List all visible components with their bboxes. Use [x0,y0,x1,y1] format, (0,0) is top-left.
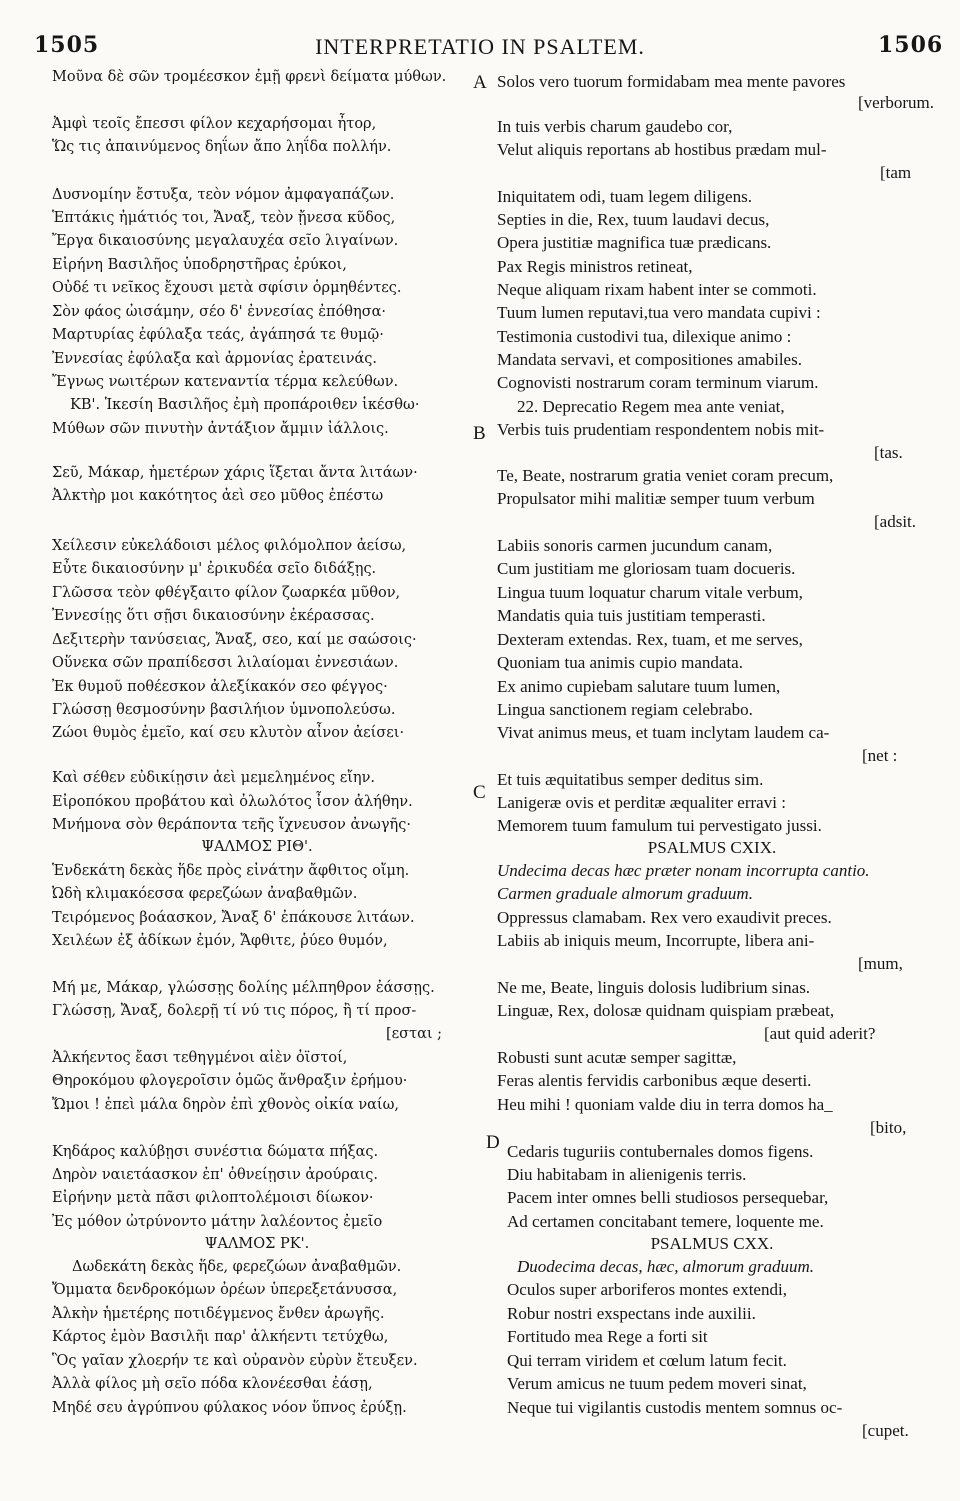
latin-verse-line: Pax Regis ministros retineat, [497,257,693,276]
greek-verse-line: Ἀλλὰ φίλος μὴ σεῖο πόδα κλονέεσθαι ἐάσῃ, [52,1376,373,1392]
greek-verse-line: Ἔγνως νωιτέρων κατεναντία τέρμα κελεύθων. [52,374,399,390]
greek-verse-line: Γλῶσσα τεὸν φθέγξαιτο φίλον ζωαρκέα μῦθον, [52,585,401,601]
latin-verse-line: Lingua tuum loquatur charum vitale verbum, [497,583,803,602]
greek-verse-line: Δωδεκάτη δεκὰς ἥδε, φερεζώων ἀναβαθμῶν. [72,1259,402,1275]
latin-verse-line: Te, Beate, nostrarum gratia veniet coram precum, [497,466,834,485]
latin-verse-line: In tuis verbis charum gaudebo cor, [497,117,733,136]
greek-verse-line: Σεῦ, Μάκαρ, ἡμετέρων χάρις ἵξεται ἄντα λιτάων· [52,465,418,481]
latin-verse-line: Feras alentis fervidis carbonibus æque deserti. [497,1071,812,1090]
greek-verse-line: Ἐννεσίῃς ὅτι σῇσι δικαιοσύνην ἐκέρασσας. [52,608,375,624]
latin-verse-line: Memorem tuum famulum tui pervestigato jussi. [497,816,822,835]
latin-verse-line: Et tuis æquitatibus semper deditus sim. [497,770,764,789]
latin-verse-line: Qui terram viridem et cœlum latum fecit. [507,1351,787,1370]
greek-verse-line: Δυσνομίην ἔστυξα, τεὸν νόμον ἀμφαγαπάζων. [52,187,395,203]
greek-verse-line: Μύθων σῶν πινυτὴν ἀντάξιον ἄμμιν ἰάλλοις. [52,421,389,437]
latin-verse-line: Cum justitiam me gloriosam tuam docueris. [497,559,796,578]
greek-verse-line: [εσται ; [386,1026,443,1042]
greek-verse-line: Εὖτε δικαιοσύνην μ' ἐρικυδέα σεῖο διδάξῃς. [52,561,377,577]
latin-verse-line: Cedaris tuguriis contubernales domos figens. [507,1142,814,1161]
greek-verse-line: Ὤμοι ! ἐπεὶ μάλα δηρὸν ἐπὶ χθονὸς οἰκία ναίω, [52,1097,400,1113]
latin-verse-line: Duodecima decas, hæc, almorum graduum. [517,1257,814,1276]
latin-verse-line: Pacem inter omnes belli studiosos persequebar, [507,1188,829,1207]
latin-verse-line: Velut aliquis reportans ab hostibus prædam mul- [497,140,827,159]
section-marker-d: D [486,1132,500,1153]
greek-verse-line: Ἀλκὴν ἡμετέρης ποτιδέγμενος ἔνθεν ἀρωγῆς. [52,1306,385,1322]
greek-psalm-heading: ΨΑΛΜΟΣ ΡΙΘ'. [201,839,313,855]
latin-verse-line: Ex animo cupiebam salutare tuum lumen, [497,677,781,696]
latin-verse-line: Robusti sunt acutæ semper sagittæ, [497,1048,737,1067]
latin-verse-line: [aut quid aderit? [764,1024,876,1043]
latin-verse-line: [adsit. [874,512,917,531]
greek-verse-line: Οὐδέ τι νεῖκος ἔχουσι μετὰ σφίσιν ὁρμηθέντες. [52,280,402,296]
greek-verse-line: Μηδέ σευ ἀγρύπνου φύλακος νόον ὕπνος ἐρύξῃ. [52,1400,407,1416]
latin-verse-line: Heu mihi ! quoniam valde diu in terra domos ha_ [497,1095,833,1114]
greek-verse-line: Μή με, Μάκαρ, γλώσσῃς δολίης μέλπηθρον ἐάσσῃς. [52,980,435,996]
latin-verse-line: Quoniam tua animis cupio mandata. [497,653,743,672]
page-number-left: 1505 [34,32,100,58]
greek-verse-line: ΚΒ'. Ἱκεσίη Βασιλῆος ἐμὴ προπάροιθεν ἱκέσθω· [70,397,420,413]
latin-verse-line: Undecima decas hæc præter nonam incorrupta cantio. [497,861,870,880]
greek-verse-line: Μαρτυρίας ἐφύλαξα τεάς, ἀγάπησά τε θυμῷ· [52,327,384,343]
greek-verse-line: Ἀλκτὴρ μοι κακότητος ἀεὶ σεο μῦθος ἐπέστω [52,488,384,504]
greek-verse-line: Ἀμφὶ τεοῖς ἔπεσσι φίλον κεχαρήσομαι ἦτορ, [52,116,377,132]
greek-verse-line: Ἔργα δικαιοσύνης μεγαλαυχέα σεῖο λιγαίνων. [52,233,399,249]
greek-verse-line: Γλώσσῃ, Ἄναξ, δολερῇ τί νύ τις πόρος, ἢ τί προσ- [52,1003,417,1019]
latin-verse-line: Labiis ab iniquis meum, Incorrupte, libera ani- [497,931,815,950]
latin-verse-line: Tuum lumen reputavi,tua vero mandata cupivi : [497,303,821,322]
latin-verse-line: Propulsator mihi malitiæ semper tuum verbum [497,489,815,508]
latin-verse-line: [tam [880,163,912,182]
greek-verse-line: Κηδάρος καλύβῃσι συνέστια δώματα πήξας. [52,1144,379,1160]
greek-verse-line: Γλώσσῃ θεσμοσύνην βασιλήιον ὑμνοπολεύσω. [52,702,396,718]
latin-verse-line: Testimonia custodivi tua, dilexique animo : [497,327,792,346]
greek-verse-line: Οὕνεκα σῶν πραπίδεσσι λιλαίομαι ἐννεσιάων. [52,655,399,671]
latin-verse-line: Robur nostri exspectans inde auxilii. [507,1304,756,1323]
section-marker-a: A [473,72,487,93]
latin-verse-line: [tas. [874,443,903,462]
latin-verse-line: Mandata servavi, et compositiones amabiles. [497,350,802,369]
greek-verse-line: Ὠδὴ κλιμακόεσσα φερεζώων ἀναβαθμῶν. [52,886,358,902]
running-title: INTERPRETATIO IN PSALTEM. [315,34,645,59]
latin-verse-line: [verborum. [858,93,935,112]
greek-verse-line: Καὶ σέθεν εὐδικίῃσιν ἀεὶ μεμελημένος εἴην. [52,770,376,786]
latin-verse-line: [cupet. [862,1421,909,1440]
greek-verse-line: Εἰρήνη Βασιλῆος ὑποδρηστῆρας ἐρύκοι, [52,257,347,273]
latin-verse-line: Solos vero tuorum formidabam mea mente pavores [497,72,846,91]
greek-verse-line: Κάρτος ἐμὸν Βασιλῆι παρ' ἀλκήεντι τετύχθω, [52,1329,389,1345]
greek-verse-line: Ὄμματα δενδροκόμων ὀρέων ὑπερεξετάνυσσα, [52,1282,398,1298]
latin-verse-line: Diu habitabam in alienigenis terris. [507,1165,747,1184]
latin-verse-line: Septies in die, Rex, tuum laudavi decus, [497,210,770,229]
greek-verse-line: Ἐννεσίας ἐφύλαξα καὶ ἁρμονίας ἐρατεινάς. [52,351,378,367]
greek-verse-line: Σὸν φάος ὠισάμην, σέο δ' ἐννεσίας ἐπόθησα· [52,304,387,320]
greek-verse-line: Τειρόμενος βοάασκον, Ἄναξ δ' ἐπάκουσε λιτάων. [52,910,415,926]
latin-verse-line: Fortitudo mea Rege a forti sit [507,1327,708,1346]
greek-verse-line: Ἑπτάκις ἠμάτιός τοι, Ἄναξ, τεὸν ᾔνεσα κῦδος, [52,210,396,226]
greek-verse-line: Μοῦνα δὲ σῶν τρομέεσκον ἐμῇ φρενὶ δείματα μύθων. [52,69,447,85]
greek-verse-line: Δεξιτερὴν τανύσειας, Ἄναξ, σεο, καί με σαώσοις· [52,632,417,648]
greek-verse-line: Ὥς τις ἀπαινύμενος δηΐων ἄπο ληΐδα πολλήν. [52,139,392,155]
greek-verse-line: Εἰρήνην μετὰ πᾶσι φιλοπτολέμοισι δίωκον· [52,1190,374,1206]
latin-verse-line: Lanigeræ ovis et perditæ æqualiter erravi : [497,793,786,812]
greek-verse-line: Εἰροπόκου προβάτου καὶ ὀλωλότος ἶσον ἀλήθην. [52,794,413,810]
latin-verse-line: Cognovisti nostrarum coram terminum viarum. [497,373,819,392]
greek-verse-line: Δηρὸν ναιετάασκον ἐπ' ὀθνείῃσιν ἀρούραις. [52,1167,379,1183]
latin-verse-line: Neque tui vigilantis custodis mentem somnus oc- [507,1398,843,1417]
latin-verse-line: [bito, [870,1118,907,1137]
greek-verse-line: Χειλέων ἐξ ἀδίκων ἐμόν, Ἄφθιτε, ῥύεο θυμόν, [52,933,388,949]
greek-verse-line: Ἐς μόθον ὠτρύνοντο μάτην λαλέοντος ἐμεῖο [52,1214,383,1230]
latin-verse-line: 22. Deprecatio Regem mea ante veniat, [517,397,785,416]
latin-verse-line: Iniquitatem odi, tuam legem diligens. [497,187,752,206]
latin-verse-line: Opera justitiæ magnifica tuæ prædicans. [497,233,772,252]
section-marker-b: B [473,423,486,444]
latin-verse-line: Verum amicus ne tuum pedem moveri sinat, [507,1374,807,1393]
greek-verse-line: Χείλεσιν εὐκελάδοισι μέλος φιλόμολπον ἀείσω, [52,538,407,554]
latin-verse-line: Oppressus clamabam. Rex vero exaudivit preces. [497,908,832,927]
greek-verse-line: Ζώοι θυμὸς ἐμεῖο, καί σευ κλυτὸν αἶνον ἀείσει· [52,725,405,741]
latin-verse-line: Ad certamen concitabant temere, loquente me. [507,1212,824,1231]
latin-verse-line: Linguæ, Rex, dolosæ quidnam quispiam præbeat, [497,1001,835,1020]
page-number-right: 1506 [878,32,944,58]
latin-verse-line: Labiis sonoris carmen jucundum canam, [497,536,773,555]
latin-verse-line: Oculos super arboriferos montes extendi, [507,1280,787,1299]
greek-psalm-heading: ΨΑΛΜΟΣ ΡΚ'. [204,1236,310,1252]
latin-verse-line: Verbis tuis prudentiam respondentem nobis mit- [497,420,825,439]
latin-verse-line: [net : [862,746,898,765]
greek-verse-line: Ὃς γαῖαν χλοερήν τε καὶ οὐρανὸν εὐρὺν ἔτευξεν. [52,1353,418,1369]
latin-verse-line: Ne me, Beate, linguis dolosis ludibrium sinas. [497,978,811,997]
greek-verse-line: Θηροκόμου φλογεροῖσιν ὁμῶς ἄνθραξιν ἐρήμου· [52,1073,408,1089]
greek-verse-line: Ἀλκήεντος ἔασι τεθηγμένοι αἰὲν ὀϊστοί, [52,1050,348,1066]
latin-verse-line: Mandatis quia tuis justitiam temperasti. [497,606,766,625]
latin-verse-line: Lingua sanctionem regiam celebrabo. [497,700,753,719]
latin-psalm-heading: PSALMUS CXIX. [647,838,777,857]
greek-verse-line: Μνήμονα σὸν θεράποντα τεῆς ἴχνευσον ἀνωγῆς· [52,817,411,833]
section-marker-c: C [473,782,486,803]
greek-verse-line: Ἑνδεκάτη δεκὰς ἥδε πρὸς εἰνάτην ἄφθιτος οἴμη. [52,863,410,879]
greek-verse-line: Ἐκ θυμοῦ ποθέεσκον ἀλεξίκακόν σεο φέγγος· [52,679,388,695]
latin-verse-line: Carmen graduale almorum graduum. [497,884,753,903]
latin-verse-line: Vivat animus meus, et tuam inclytam laudem ca- [497,723,830,742]
latin-psalm-heading: PSALMUS CXX. [650,1234,774,1253]
latin-verse-line: [mum, [858,954,903,973]
latin-verse-line: Neque aliquam rixam habent inter se commoti. [497,280,817,299]
latin-verse-line: Dexteram extendas. Rex, tuam, et me serves, [497,630,803,649]
